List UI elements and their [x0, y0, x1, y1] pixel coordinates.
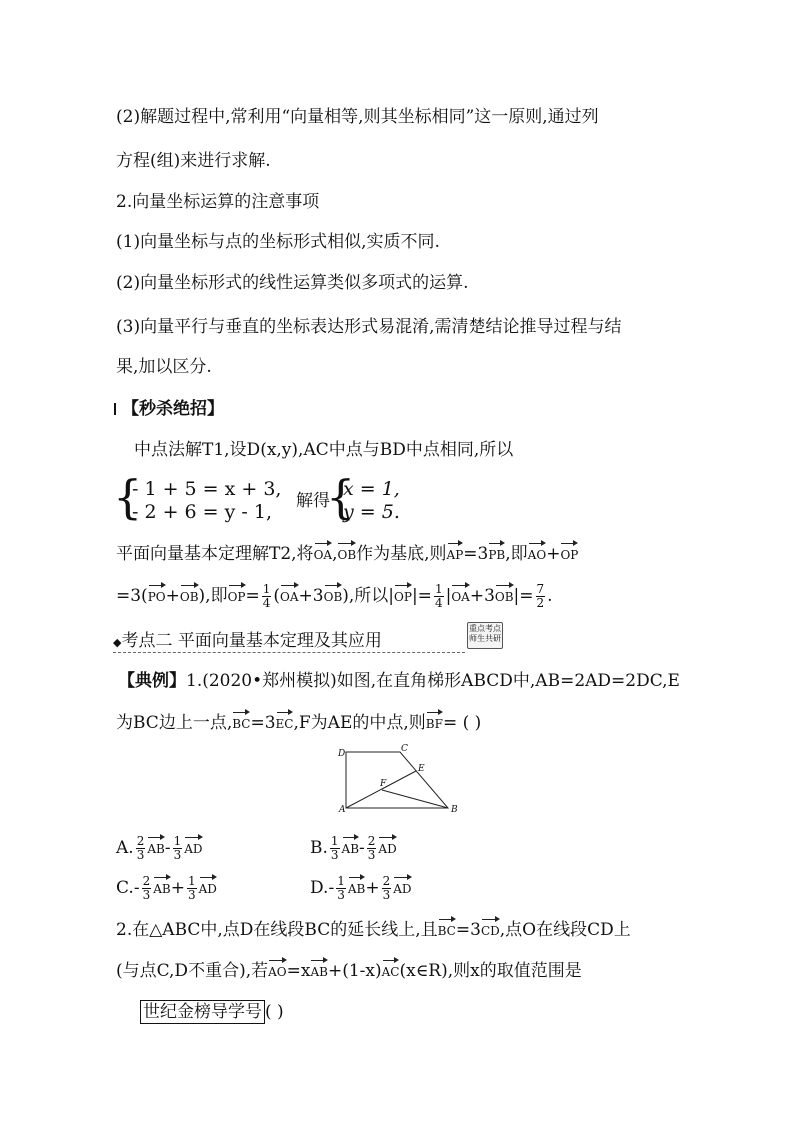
vector-PB: PB	[488, 544, 505, 566]
numerator: 1	[434, 582, 443, 596]
denominator: 3	[367, 848, 376, 862]
example-2-line-1	[116, 919, 631, 942]
numerator: 7	[536, 582, 545, 596]
fraction	[536, 583, 546, 610]
example-2-line-3	[140, 1001, 284, 1023]
label-D: D	[338, 749, 346, 759]
text: ,即	[505, 544, 528, 564]
note-3-line-1: (3)向量平行与垂直的坐标表达形式易混淆,需清楚结论推导过程与结	[116, 317, 622, 337]
vector-AB: AB	[348, 878, 365, 900]
vector-OP: OP	[560, 544, 578, 566]
numerator: 1	[187, 874, 196, 888]
choice-A	[116, 835, 203, 862]
segment-AE	[346, 771, 416, 808]
example-2-line-2	[116, 960, 582, 983]
text: = ( )	[442, 713, 482, 733]
text: =3	[463, 544, 489, 564]
example-tag: 【典例】	[118, 671, 186, 691]
vector-OP: OP	[228, 586, 246, 608]
operator: -	[164, 838, 171, 858]
text: (与点C,D不重合),若	[116, 961, 269, 981]
plane-theorem-line	[116, 543, 578, 566]
numerator: 1	[330, 834, 339, 848]
text: ),即	[198, 586, 228, 606]
operator: -	[359, 838, 365, 858]
label-A: A	[339, 805, 346, 815]
paragraph-line: (2)解题过程中,常利用“向量相等,则其坐标相同”这一原则,通过列	[116, 107, 599, 127]
left-brace: {	[326, 470, 356, 524]
denominator: 3	[136, 848, 145, 862]
text: +3	[469, 586, 495, 606]
diamond-icon: ◆	[113, 636, 122, 649]
label-E: E	[418, 764, 425, 774]
fraction	[330, 835, 340, 862]
choice-letter: D.	[310, 878, 329, 898]
example-1-line-2	[116, 712, 481, 735]
vector-OB: OB	[495, 586, 514, 608]
text: +(1-x)	[327, 961, 382, 981]
text: |=	[513, 586, 534, 606]
vector-PO: PO	[148, 586, 166, 608]
fraction	[367, 835, 377, 862]
choice-letter: C.	[116, 878, 134, 898]
fraction	[382, 875, 392, 902]
text: +	[546, 544, 561, 564]
text: |=	[411, 586, 432, 606]
vector-AB: AB	[153, 878, 170, 900]
vector-AC: AC	[382, 961, 400, 983]
solution-eq-2: y = 5.	[343, 501, 400, 523]
fraction	[173, 835, 183, 862]
text: +3	[298, 586, 324, 606]
solution-eq-1: x = 1,	[343, 478, 400, 500]
text: 为BC边上一点,	[116, 713, 233, 733]
heading-bar	[114, 403, 116, 415]
label-F: F	[380, 779, 387, 789]
trapezoid-figure	[330, 744, 466, 816]
left-brace: {	[113, 470, 143, 524]
vector-OA: OA	[314, 544, 333, 566]
vector-BC: BC	[232, 713, 250, 735]
vector-OA: OA	[280, 586, 299, 608]
denominator: 4	[434, 596, 443, 610]
text: ,点O在线段CD上	[499, 920, 631, 940]
vector-AB: AB	[310, 961, 327, 983]
text: ,F为AE的中点,则	[293, 713, 426, 733]
fraction	[336, 875, 346, 902]
note-1: (1)向量坐标与点的坐标形式相似,实质不同.	[116, 232, 440, 252]
vector-CD: CD	[481, 920, 500, 942]
note-2: (2)向量坐标形式的线性运算类似多项式的运算.	[116, 273, 469, 293]
choice-letter: B.	[310, 838, 328, 858]
fraction	[434, 583, 444, 610]
vector-AB: AB	[342, 838, 359, 860]
section-title: 考点二 平面向量基本定理及其应用	[121, 631, 382, 651]
denominator: 3	[330, 848, 339, 862]
choice-B	[310, 835, 397, 862]
key-point-badge	[467, 622, 503, 649]
text: =x	[286, 961, 311, 981]
boxed-label: 世纪金榜导学号	[140, 1000, 265, 1024]
vector-AO: AO	[528, 544, 547, 566]
vector-AD: AD	[378, 838, 396, 860]
text: ,	[332, 544, 338, 564]
note-3-line-2: 果,加以区分.	[116, 357, 212, 377]
denominator: 3	[382, 888, 391, 902]
trick-line: 中点法解T1,设D(x,y),AC中点与BD中点相同,所以	[134, 440, 514, 460]
vector-BC: BC	[438, 920, 456, 942]
vector-OA: OA	[451, 586, 470, 608]
text: =3(	[116, 586, 148, 606]
badge-line: 重点考点	[469, 624, 501, 633]
text: =	[245, 586, 260, 606]
vector-AD: AD	[184, 838, 202, 860]
segment-FB	[382, 790, 448, 808]
vector-AD: AD	[199, 878, 217, 900]
vector-AB: AB	[147, 838, 164, 860]
text: 平面向量基本定理解T2,将	[116, 544, 314, 564]
operator: +	[365, 878, 380, 898]
denominator: 3	[142, 888, 151, 902]
dashed-divider	[113, 652, 465, 653]
trick-title: 【秒杀绝招】	[122, 399, 224, 419]
vector-AD: AD	[393, 878, 411, 900]
numerator: 2	[136, 834, 145, 848]
vector-OB: OB	[324, 586, 343, 608]
vector-OB: OB	[337, 544, 356, 566]
numerator: 1	[337, 874, 345, 888]
vector-OP: OP	[394, 586, 412, 608]
text: =3	[250, 713, 276, 733]
fraction	[142, 875, 152, 902]
text: 2.在△ABC中,点D在线段BC的延长线上,且	[116, 920, 438, 940]
text: +	[165, 586, 180, 606]
vector-EC: EC	[276, 713, 294, 735]
system-eq-1: - 1 + 5 = x + 3,	[132, 478, 282, 500]
choice-letter: A.	[116, 838, 134, 858]
text: =3	[455, 920, 481, 940]
text: |	[445, 586, 452, 606]
solve-word: 解得	[296, 491, 330, 511]
numerator: 1	[262, 582, 271, 596]
answer-paren: ( )	[265, 1002, 284, 1022]
label-C: C	[401, 744, 408, 754]
choice-C	[116, 875, 217, 902]
operator: -	[133, 878, 140, 898]
system-eq-2: - 2 + 6 = y - 1,	[132, 501, 272, 523]
operator: +	[170, 878, 185, 898]
text: 1.(2020•郑州模拟)如图,在直角梯形ABCD中,AB=2AD=2DC,E	[186, 671, 680, 691]
paragraph-line: 方程(组)来进行求解.	[116, 151, 271, 171]
text: 作为基底,则	[356, 544, 447, 564]
choice-D	[310, 875, 412, 902]
vector-BF: BF	[426, 713, 443, 735]
denominator: 4	[262, 596, 271, 610]
denominator: 3	[337, 888, 345, 902]
numerator: 2	[367, 834, 376, 848]
numerator: 1	[173, 834, 182, 848]
text: (x∈R),则x的取值范围是	[399, 961, 582, 981]
fraction	[187, 875, 197, 902]
denominator: 2	[536, 596, 545, 610]
badge-line: 师生共研	[469, 634, 501, 643]
vector-AO: AO	[268, 961, 287, 983]
denominator: 3	[173, 848, 182, 862]
section-heading	[113, 630, 382, 654]
plane-theorem-line-2	[116, 583, 553, 610]
example-1-line-1	[118, 670, 680, 692]
fraction	[136, 835, 146, 862]
numerator: 2	[142, 874, 151, 888]
vector-AP: AP	[447, 544, 464, 566]
operator: -	[328, 878, 335, 898]
text: ),所以|	[342, 586, 395, 606]
denominator: 3	[187, 888, 196, 902]
fraction	[262, 583, 272, 610]
label-B: B	[451, 805, 458, 815]
text: .	[547, 586, 553, 606]
subheading: 2.向量坐标运算的注意事项	[116, 192, 320, 212]
numerator: 2	[382, 874, 391, 888]
vector-OB: OB	[180, 586, 199, 608]
text: (	[273, 586, 281, 606]
